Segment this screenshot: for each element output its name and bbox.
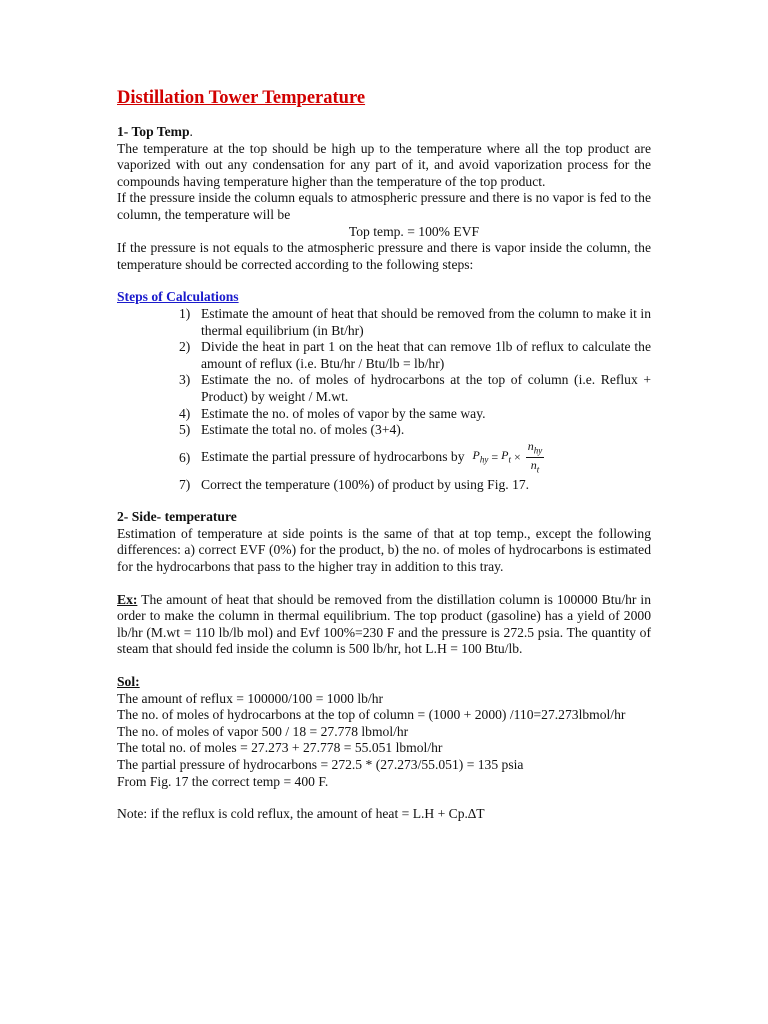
- step-text: Estimate the partial pressure of hydrocarbons by: [201, 449, 465, 465]
- top-temp-heading-text: 1- Top Temp: [117, 124, 190, 139]
- formula-times: ×: [513, 450, 521, 465]
- example-label: Ex:: [117, 591, 138, 607]
- top-temp-para-3: If the pressure is not equals to the atmospheric pressure and there is vapor inside the column, the temperature should be corrected according to the following steps:: [117, 240, 651, 272]
- step-number: 7): [179, 476, 191, 492]
- formula-lhs: P: [472, 448, 480, 463]
- solution-line: The partial pressure of hydrocarbons = 272.5 * (27.273/55.051) = 135 psia: [117, 757, 524, 772]
- top-temp-heading-suffix: .: [189, 124, 193, 139]
- formula-denominator: n: [530, 458, 537, 473]
- document-page: [117, 86, 651, 823]
- solution-label: Sol:: [117, 674, 140, 690]
- step-number: 6): [179, 449, 191, 465]
- example-para: [117, 592, 651, 658]
- step-text: Estimate the no. of moles of hydrocarbons at the top of column (i.e. Reflux + Product) by weight / M.wt.: [201, 372, 651, 404]
- example-text: The amount of heat that should be removed from the distillation column is 100000 Btu/hr in order to make the column in thermal equilibrium. The top product (gasoline) has a yield of 2000 lb/hr (M.wt = 110 lb/lb mol) and Evf 100%=230 F and the pressure is 272.5 psia. The quantity of steam that should fed inside the column is 500 lb/hr, hot L.H = 100 Btu/lb.: [117, 591, 651, 657]
- list-item: [117, 406, 651, 423]
- step-text: Divide the heat in part 1 on the heat that can remove 1lb of reflux to calculate the amount of reflux (i.e. Btu/hr / Btu/lb = lb/hr): [201, 339, 651, 371]
- formula-denominator-sub: t: [536, 464, 540, 475]
- note-line: Note: if the reflux is cold reflux, the amount of heat = L.H + Cp.∆T: [117, 806, 485, 822]
- list-item: [117, 372, 651, 405]
- steps-heading: Steps of Calculations: [117, 289, 239, 305]
- step-text: Estimate the no. of moles of vapor by the same way.: [201, 405, 486, 421]
- solution-line: The amount of reflux = 100000/100 = 1000 lb/hr: [117, 690, 384, 706]
- step-number: 5): [179, 422, 191, 438]
- formula-equals: =: [491, 450, 499, 465]
- top-temp-para-2: If the pressure inside the column equals to atmospheric pressure and there is no vapor is fed to the column, the temperature will be: [117, 190, 651, 222]
- list-item: [117, 439, 651, 477]
- partial-pressure-formula: [473, 439, 545, 477]
- steps-list: [117, 306, 651, 493]
- list-item: [117, 422, 651, 439]
- solution-line: The no. of moles of vapor 500 / 18 = 27.778 lbmol/hr: [117, 723, 409, 739]
- step-text: Estimate the total no. of moles (3+4).: [201, 422, 405, 438]
- list-item: [117, 339, 651, 372]
- step-number: 1): [179, 305, 191, 321]
- step-number: 2): [179, 339, 191, 355]
- page-title: Distillation Tower Temperature: [117, 88, 366, 108]
- formula-pt: P: [501, 448, 509, 463]
- step-number: 3): [179, 372, 191, 388]
- top-temp-equation: Top temp. = 100% EVF: [348, 223, 480, 239]
- formula-numerator: n: [527, 438, 534, 453]
- step-number: 4): [179, 405, 191, 421]
- solution-line: From Fig. 17 the correct temp = 400 F.: [117, 773, 329, 789]
- solution-line: The no. of moles of hydrocarbons at the top of column = (1000 + 2000) /110=27.273lbmol/hr: [117, 707, 626, 723]
- formula-pt-sub: t: [508, 454, 511, 465]
- top-temp-heading: [117, 124, 651, 141]
- side-temp-heading: 2- Side- temperature: [117, 509, 237, 525]
- top-temp-para-1: The temperature at the top should be high up to the temperature where all the top product are vaporized with out any condensation for any part of it, and avoid vaporization process for the compounds having temperature higher than the temperature of the top product.: [117, 140, 651, 189]
- formula-numerator-sub: hy: [533, 445, 543, 456]
- step-text: Estimate the amount of heat that should be removed from the column to make it in thermal equilibrium (in Bt/hr): [201, 305, 651, 338]
- formula-lhs-sub: hy: [479, 454, 489, 465]
- step-text: Correct the temperature (100%) of product by using Fig. 17.: [201, 476, 530, 492]
- side-temp-para: Estimation of temperature at side points is the same of that at top temp., except the following differences: a) correct EVF (0%) for the product, b) the no. of moles of hydrocarbons is estimated for the hydrocarbons that pass to the higher tray in addition to this tray.: [117, 525, 651, 575]
- solution-line: The total no. of moles = 27.273 + 27.778 = 55.051 lbmol/hr: [117, 740, 443, 756]
- list-item: [117, 477, 651, 494]
- formula-fraction: [526, 439, 545, 477]
- list-item: [117, 306, 651, 339]
